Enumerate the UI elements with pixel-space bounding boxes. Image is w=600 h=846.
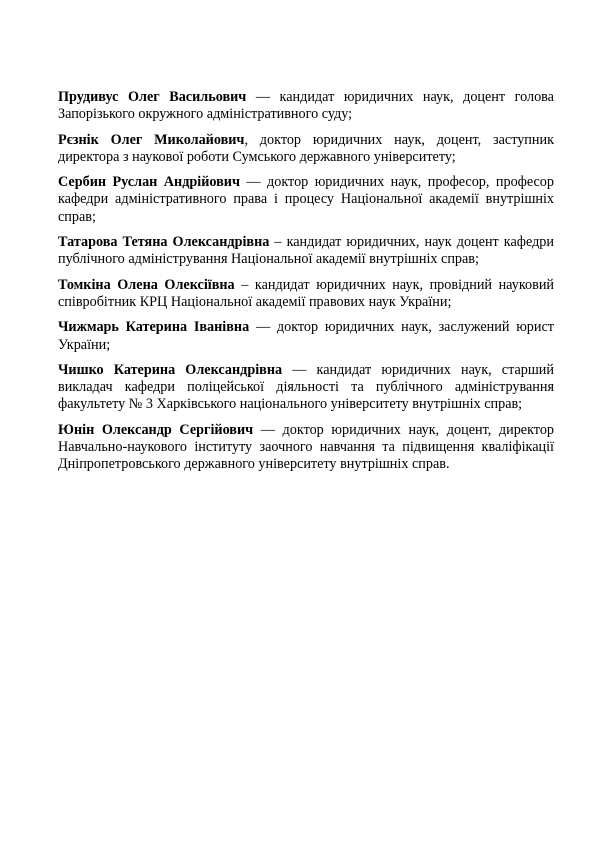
entry-name: Прудивус Олег Васильович [58, 89, 247, 105]
entry-text: , доктор юридичних наук, доцент, заступник директора з наукової роботи Сумського державного університету; [58, 131, 554, 165]
entry-text: — доктор юридичних наук, заслужений юрист України; [58, 319, 554, 353]
entry-name: Рєзнік Олег Миколайович [58, 131, 245, 148]
entry-text: — кандидат юридичних наук, доцент голова Запорізького окружного адміністративного суду; [58, 89, 554, 123]
entry-name: Татарова Тетяна Олександрівна [58, 234, 270, 251]
document-page [58, 89, 554, 482]
entry-name: Чишко Катерина Олександрівна [58, 361, 283, 378]
entry-name: Томкіна Олена Олексіївна [58, 276, 235, 293]
entry-tomkina [58, 277, 554, 312]
entry-text: — кандидат юридичних наук, старший викладач кафедри поліцейської діяльності та публічного адміністрування факультету № 3 Харківського національного університету внутрішніх справ; [58, 361, 554, 413]
entry-chyshko [58, 362, 554, 414]
entry-name: Чижмарь Катерина Іванівна [58, 319, 250, 336]
entry-prudyvus [58, 89, 554, 124]
entry-serbyn [58, 174, 554, 226]
entry-tatarova [58, 234, 554, 269]
entry-text: – кандидат юридичних, наук доцент кафедри публічного адміністрування Національної академії внутрішніх справ; [58, 234, 554, 268]
entry-yunin [58, 422, 554, 474]
entry-text: — доктор юридичних наук, доцент, директор Навчально-наукового інституту заочного навчання та підвищення кваліфікації Дніпропетровського державного університету внутрішніх справ. [58, 421, 555, 473]
entry-text: — доктор юридичних наук, професор, професор кафедри адміністративного права і процесу Національної академії внутрішніх справ; [58, 174, 554, 225]
entry-reznik [58, 132, 554, 167]
entry-name: Сербин Руслан Андрійович [58, 174, 240, 191]
entry-chyzhmar [58, 319, 554, 354]
entry-text: – кандидат юридичних наук, провідний науковий співробітник КРЦ Національної академії правових наук України; [58, 276, 554, 310]
entry-name: Юнін Олександр Сергійович [58, 421, 254, 438]
